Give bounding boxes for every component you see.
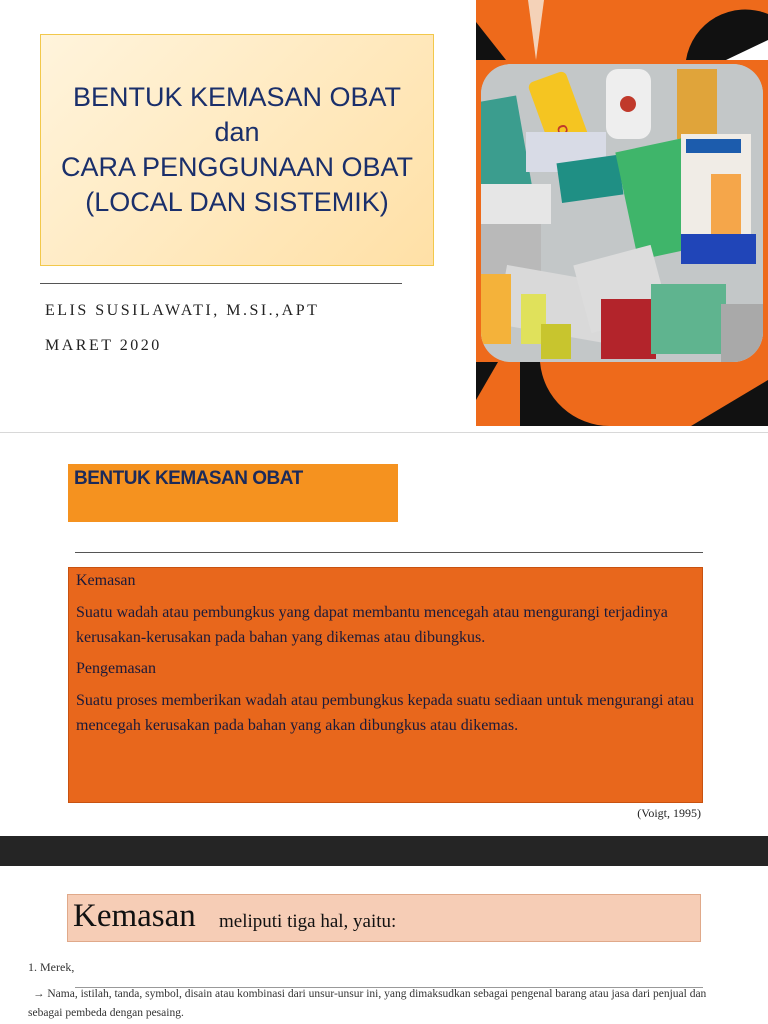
slide-separator-bar <box>0 836 768 866</box>
heading-small: meliputi tiga hal, yaitu: <box>219 911 397 932</box>
medicine-collage <box>481 64 763 362</box>
definition-slide <box>0 434 768 836</box>
title-box <box>40 34 434 266</box>
title-line-1: BENTUK KEMASAN OBAT <box>72 82 402 112</box>
title-line-4: (LOCAL DAN SISTEMIK) <box>85 187 389 217</box>
definition-term-pengemasan: Pengemasan <box>76 660 156 677</box>
definition-text-kemasan: Suatu wadah atau pembungkus yang dapat membantu mencegah atau mengurangi terjadinya kerusakan-kerusakan pada bahan yang dikemas atau dibungkus. <box>76 604 668 646</box>
packaging-components-slide <box>0 866 768 1024</box>
citation: (Voigt, 1995) <box>637 806 701 820</box>
section-title-box <box>68 464 398 522</box>
presentation-date: MARET 2020 <box>45 337 162 354</box>
list-item-1-description: → Nama, istilah, tanda, symbol, disain atau kombinasi dari unsur-unsur ini, yang dimaksudkan sebagai pengenal barang atau jasa dari penjual dan sebagai pembeda dengan pesaing. <box>28 988 707 1019</box>
section-title: BENTUK KEMASAN OBAT <box>74 468 303 489</box>
heading-box <box>67 894 701 942</box>
medicine-packages-photo <box>481 64 763 362</box>
title-line-2: dan <box>214 117 260 147</box>
section-divider <box>75 552 703 553</box>
slide-separator <box>0 432 768 433</box>
heading-big: Kemasan <box>73 898 196 934</box>
list-item-1: 1. Merek, <box>28 960 75 974</box>
title-slide <box>0 0 768 432</box>
definition-text-pengemasan: Suatu proses memberikan wadah atau pembungkus kepada suatu sediaan untuk mengurangi atau mencegah kerusakan pada bahan yang akan dibungkus atau dikemas. <box>76 692 695 734</box>
definition-term-kemasan: Kemasan <box>76 572 136 589</box>
decorative-art-panel <box>476 0 768 426</box>
definition-box <box>68 567 703 803</box>
title-line-3: CARA PENGGUNAAN OBAT <box>60 152 414 182</box>
author-name: ELIS SUSILAWATI, M.SI.,APT <box>45 302 320 319</box>
title-divider <box>40 283 402 284</box>
